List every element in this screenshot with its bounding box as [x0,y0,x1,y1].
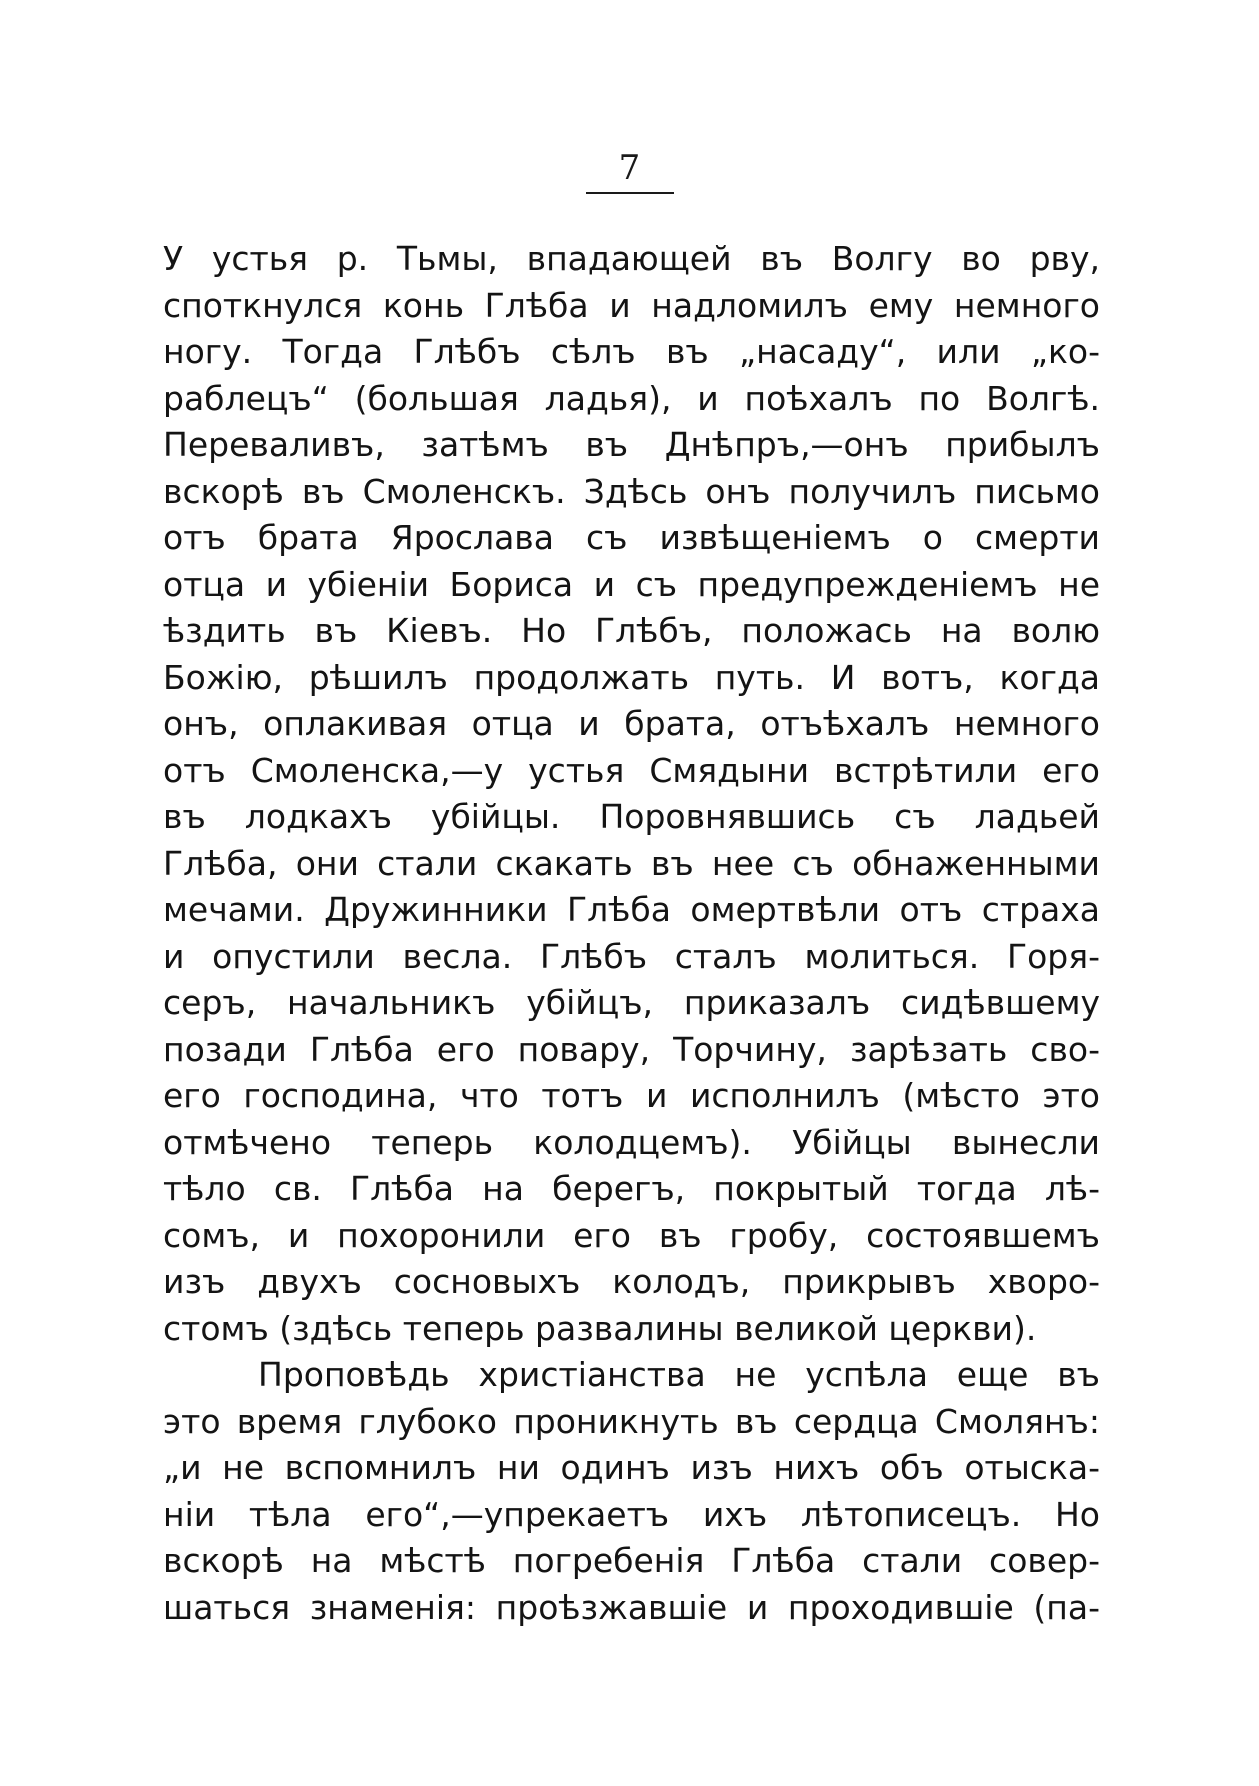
text-line: ногу. Тогда Глѣбъ сѣлъ въ „насаду“, или „ко- [163,332,1100,371]
text-line: сомъ, и похоронили его въ гробу, состоявшемъ [163,1215,1100,1255]
text-line: „и не вспомнилъ ни одинъ изъ нихъ объ отыска- [163,1448,1100,1487]
text-line: изъ двухъ сосновыхъ колодъ, прикрывъ хворо- [163,1262,1100,1301]
text-line: вскорѣ на мѣстѣ погребенія Глѣба стали совер- [163,1541,1100,1580]
page-number-rule [586,192,674,194]
text-line: отъ Смоленска,—у устья Смядыни встрѣтили его [163,750,1100,790]
body-text [163,236,1100,1631]
text-line: отъ брата Ярослава съ извѣщеніемъ о смерти [163,518,1100,557]
text-line: вскорѣ въ Смоленскъ. Здѣсь онъ получилъ письмо [163,471,1100,511]
text-line: ѣздить въ Кіевъ. Но Глѣбъ, положась на волю [163,611,1100,650]
text-line: и опустили весла. Глѣбъ сталъ молиться. Горя- [163,936,1100,976]
page-number: 7 [618,148,641,188]
text-line: тѣло св. Глѣба на берегъ, покрытый тогда лѣ- [163,1169,1100,1208]
text-line: это время глубоко проникнуть въ сердца Смолянъ: [163,1401,1100,1441]
text-line: въ лодкахъ убійцы. Поровнявшись съ ладьей [163,797,1100,836]
text-line: Переваливъ, затѣмъ въ Днѣпръ,—онъ прибылъ [163,425,1100,464]
text-line: серъ, начальникъ убійцъ, приказалъ сидѣвшему [163,983,1100,1022]
text-line: отмѣчено теперь колодцемъ). Убійцы вынесли [163,1122,1100,1162]
text-line: онъ, оплакивая отца и брата, отъѣхалъ немного [163,704,1100,743]
text-line: отца и убіеніи Бориса и съ предупрежденіемъ не [163,564,1100,604]
text-line: Проповѣдь христіанства не успѣла еще въ [258,1355,1100,1394]
text-line: стомъ (здѣсь теперь развалины великой церкви). [163,1308,1037,1348]
text-line: споткнулся конь Глѣба и надломилъ ему немного [163,285,1100,325]
text-line: позади Глѣба его повару, Торчину, зарѣзать сво- [163,1029,1100,1069]
text-line: Глѣба, они стали скакать въ нее съ обнаженными [163,843,1100,883]
text-line: мечами. Дружинники Глѣба омертвѣли отъ страха [163,890,1100,929]
text-line: шаться знаменія: проѣзжавшіе и проходившіе (па- [163,1587,1100,1627]
text-line: раблецъ“ (большая ладья), и поѣхалъ по Волгѣ. [163,378,1100,418]
text-line: У устья р. Тьмы, впадающей въ Волгу во рву, [163,239,1100,278]
text-line: его господина, что тотъ и исполнилъ (мѣсто это [163,1076,1100,1115]
text-line: ніи тѣла его“,—упрекаетъ ихъ лѣтописецъ. Но [163,1494,1100,1534]
text-line: Божію, рѣшилъ продолжать путь. И вотъ, когда [163,657,1100,697]
